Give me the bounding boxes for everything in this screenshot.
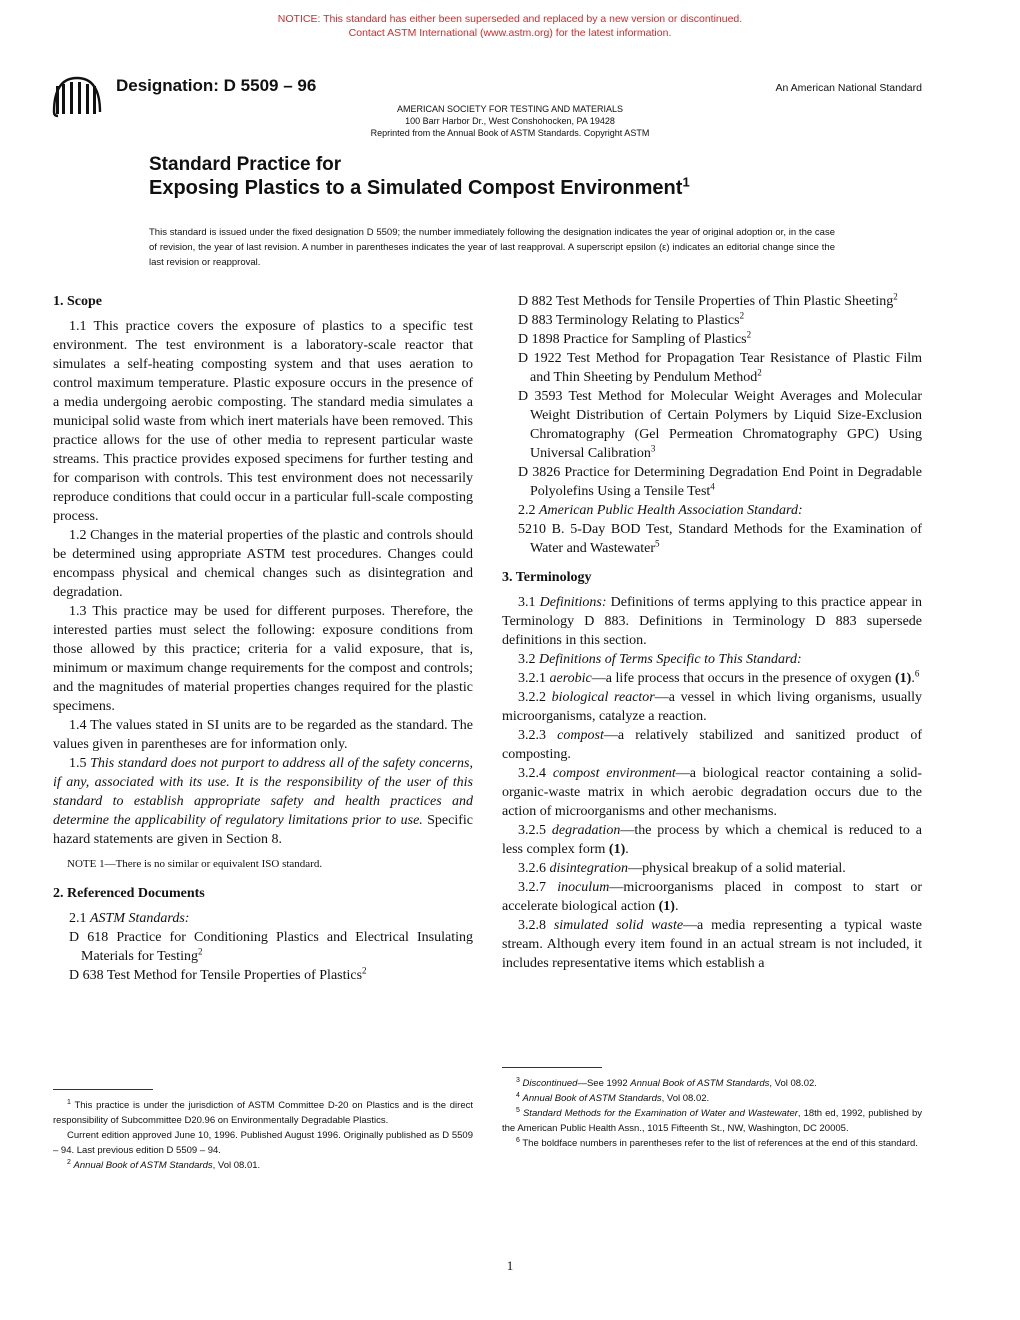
- footnote-mark: 1: [67, 1098, 71, 1106]
- term: inoculum: [557, 880, 610, 895]
- ref-d882: [518, 292, 922, 311]
- ref-d638: [69, 966, 473, 985]
- left-column: [53, 292, 473, 985]
- ref-apha-5210: [518, 520, 922, 558]
- ref-text: D 618 Practice for Conditioning Plastics and Electrical Insulating Materials for Testing: [69, 930, 473, 964]
- definition: —a biological reactor containing a solid-organic-waste matrix in which aerobic degradation occurs due to the action of microorganisms and other mechanisms.: [502, 766, 923, 819]
- para-number: 3.2.2: [518, 690, 546, 705]
- para-number: 3.1: [518, 595, 536, 610]
- scope-para-1: 1.1 This practice covers the exposure of plastics to a specific test environment. The test environment is a laboratory-scale reactor that simulates a self-heating composting system and that uses aeration to control maximum temperature. Plastic exposure occurs in the presence of a media undergoing aerobic composting. The standard media simulates a municipal solid waste from which inert materials have been removed. This practice allows for the use of other media to represent particular waste streams. This practice provides exposed specimens for further testing and for comparison with controls. This test environment does not necessarily reproduce conditions that could occur in a particular full-scale composting process.: [53, 319, 473, 524]
- society-name: AMERICAN SOCIETY FOR TESTING AND MATERIALS: [396, 104, 624, 114]
- term: simulated solid waste: [553, 918, 684, 933]
- para-number: 3.2.8: [518, 918, 546, 933]
- subheading: ASTM Standards:: [90, 911, 190, 926]
- definition: —a life process that occurs in the presence of oxygen: [591, 671, 892, 686]
- ref-d618: [69, 928, 473, 966]
- society-address: 100 Barr Harbor Dr., West Conshohocken, PA 19428: [405, 116, 615, 126]
- title-line-2: [149, 174, 690, 200]
- right-column: [502, 292, 922, 973]
- definition: —a relatively stabilized and sanitized product of composting.: [502, 728, 922, 762]
- footnote-mark: 5: [516, 1106, 520, 1114]
- term: compost: [557, 728, 604, 743]
- definition: —a media representing a typical waste stream. Although every item found in an actual stream is not included, it includes representative items which establish a: [502, 918, 922, 971]
- national-standard-label: An American National Standard: [775, 82, 922, 94]
- refdocs-sub-1: [53, 909, 473, 928]
- footnote-text: The boldface numbers in parentheses refer to the list of references at the end of this standard.: [522, 1138, 918, 1149]
- ref-d1922: [518, 349, 922, 387]
- term: Definitions:: [539, 595, 607, 610]
- term-3-2-3: [502, 726, 922, 764]
- ref-text: D 1898 Practice for Sampling of Plastics: [518, 332, 747, 347]
- ref-text: D 3826 Practice for Determining Degradation End Point in Degradable Polyolefins Using a Tensile Test: [518, 465, 922, 499]
- title-text: Exposing Plastics to a Simulated Compost Environment: [149, 177, 683, 199]
- reference-number: (1): [608, 842, 626, 857]
- footnote-mark: 3: [516, 1076, 520, 1084]
- society-block: [0, 103, 1020, 139]
- footnote-2: [53, 1158, 473, 1173]
- footnote-text: Annual Book of ASTM Standards: [522, 1093, 662, 1104]
- footnote-text: , Vol 08.02.: [661, 1093, 710, 1104]
- para-number: 3.2.7: [518, 880, 546, 895]
- issued-note: This standard is issued under the fixed designation D 5509; the number immediately following the designation indicates the year of original adoption or, in the case of revision, the year of last revision. A number in parentheses indicates the year of last reapproval. A superscript epsilon (ε) indicates an editorial change since the last revision or reapproval.: [149, 227, 835, 268]
- para-text: Specific hazard statements are given in Section 8.: [53, 813, 473, 847]
- footnote-mark: 2: [757, 367, 762, 378]
- designation: Designation: D 5509 – 96: [116, 76, 317, 95]
- title-footnote-mark: 1: [682, 174, 690, 190]
- footnotes-left: [53, 1071, 473, 1173]
- safety-statement: This standard does not purport to address all of the safety concerns, if any, associated with its use. It is the responsibility of the user of this standard to establish appropriate safety and health practices and determine the applicability of regulatory limitations prior to use.: [53, 756, 474, 828]
- footnote-divider: [53, 1089, 153, 1090]
- ref-d3593: [518, 387, 922, 463]
- term: Definitions of Terms Specific to This Standard:: [539, 652, 802, 667]
- section-heading-scope: 1. Scope: [53, 294, 102, 309]
- reference-number: (1): [894, 671, 912, 686]
- para-number: 2.2: [518, 503, 536, 518]
- para-number: 3.2.4: [518, 766, 546, 781]
- definition: —the process by which a chemical is reduced to a less complex form: [502, 823, 922, 857]
- term-3-2-5: 3.2.5 degradation—the process by which a chemical is reduced to a less complex form (1).: [502, 823, 922, 857]
- footnote-text: Annual Book of ASTM Standards: [630, 1078, 770, 1089]
- ref-text: D 638 Test Method for Tensile Properties of Plastics: [69, 968, 363, 983]
- term-3-2-6: [502, 859, 922, 878]
- footnotes-right: [502, 1049, 922, 1151]
- definition: Definitions of terms applying to this practice appear in Terminology D 883. Definitions in Terminology D 883 supersede definitions in this section.: [502, 595, 922, 648]
- scope-para-3: 1.3 This practice may be used for different purposes. Therefore, the interested parties must select the following: exposure conditions from those allowed by this practice; criteria for a valid exposure, that is, minimum or maximum change requirements for the compost and controls; and the magnitudes of material properties changes required for the plastic specimens.: [53, 604, 473, 714]
- footnote-mark: 6: [516, 1136, 520, 1144]
- term: compost environment: [552, 766, 676, 781]
- term-3-2-1: 3.2.1 aerobic—a life process that occurs in the presence of oxygen (1).$^6$: [518, 668, 920, 686]
- page-number: 1: [506, 1258, 514, 1273]
- footnote-mark: 2: [67, 1158, 71, 1166]
- footnote-text: Current edition approved June 10, 1996. Published August 1996. Originally published as D 5509 – 94. Last previous edition D 5509 – 94.: [53, 1130, 473, 1156]
- ref-text: D 3593 Test Method for Molecular Weight Averages and Molecular Weight Distribution of Certain Polymers by Liquid Size-Exclusion Chromatography (Gel Permeation Chromatography GPC) Using Universal Calibration: [518, 389, 922, 461]
- para-number: 3.2.6: [518, 861, 546, 876]
- footnote-text: This practice is under the jurisdiction of ASTM Committee D-20 on Plastics and is the direct responsibility of Subcommittee D20.96 on Environmentally Degradable Plastics.: [53, 1100, 473, 1126]
- footnote-6: [502, 1136, 922, 1151]
- definition: —microorganisms placed in compost to start or accelerate biological action: [502, 880, 922, 914]
- term-3-2-8: [502, 916, 922, 973]
- term: aerobic: [549, 671, 592, 686]
- term: degradation: [551, 823, 621, 838]
- para-number: 1.5: [69, 756, 87, 771]
- ref-text: D 1922 Test Method for Propagation Tear Resistance of Plastic Film and Thin Sheeting by Pendulum Method: [518, 351, 922, 385]
- reference-number: (1): [658, 899, 675, 914]
- footnote-mark: 5: [654, 538, 660, 549]
- footnote-mark: 2: [362, 965, 367, 976]
- supersession-notice: [0, 12, 1020, 40]
- term-3-2-7: 3.2.7 inoculum—microorganisms placed in compost to start or accelerate biological action (1).: [502, 880, 922, 914]
- notice-line-1: NOTICE: This standard has either been superseded and replaced by a new version or discontinued.: [277, 13, 743, 25]
- term-3-2-4: [502, 764, 922, 821]
- footnote-4: [502, 1091, 922, 1106]
- term: biological reactor: [551, 690, 655, 705]
- refdocs-sub-2: [502, 501, 922, 520]
- note-1: NOTE 1—There is no similar or equivalent ISO standard.: [67, 858, 323, 870]
- footnote-mark: 3: [650, 443, 656, 454]
- scope-para-2: 1.2 Changes in the material properties of the plastic and controls should be determined using appropriate ASTM test procedures. Changes could encompass physical and chemical changes such as disintegration and degradation.: [53, 528, 473, 600]
- footnote-text: Discontinued: [522, 1078, 578, 1089]
- footnote-text: Standard Methods for the Examination of Water and Wastewater: [522, 1108, 798, 1119]
- title-line-1: Standard Practice for: [149, 154, 342, 175]
- reprint-line: Reprinted from the Annual Book of ASTM Standards. Copyright ASTM: [370, 128, 650, 138]
- footnote-text: —See 1992: [577, 1078, 628, 1089]
- footnote-3: [502, 1076, 922, 1091]
- ref-d883: [518, 311, 922, 330]
- footnote-1: [53, 1098, 473, 1128]
- footnote-mark: 2: [739, 310, 745, 321]
- ref-text: D 883 Terminology Relating to Plastics: [518, 313, 740, 328]
- footnote-mark: 2: [746, 329, 752, 340]
- term-3-2-2: [502, 688, 922, 726]
- footnote-mark: 2: [197, 946, 203, 957]
- section-heading-terminology: 3. Terminology: [502, 570, 592, 585]
- para-number: 2.1: [69, 911, 87, 926]
- footnote-mark: 6: [914, 668, 920, 679]
- definition: —physical breakup of a solid material.: [628, 861, 846, 876]
- footnote-text: Annual Book of ASTM Standards: [73, 1160, 213, 1171]
- para-number: 3.2: [518, 652, 536, 667]
- ref-d1898: [518, 330, 922, 349]
- ref-text: 5210 B. 5-Day BOD Test, Standard Methods for the Examination of Water and Wastewater: [518, 522, 922, 556]
- term: disintegration: [549, 861, 629, 876]
- scope-para-4: 1.4 The values stated in SI units are to be regarded as the standard. The values given in parentheses are for information only.: [53, 718, 473, 752]
- ref-text: D 882 Test Methods for Tensile Properties of Thin Plastic Sheeting: [518, 294, 894, 309]
- subheading: American Public Health Association Standard:: [539, 503, 803, 518]
- scope-para-5: [53, 754, 473, 849]
- term-3-2: [502, 650, 922, 669]
- ref-d3826: [518, 463, 922, 501]
- footnote-mark: 2: [893, 291, 898, 302]
- para-number: 3.2.3: [518, 728, 546, 743]
- para-number: 3.2.1: [518, 671, 546, 686]
- footnote-text: , Vol 08.01.: [212, 1160, 261, 1171]
- footnote-mark: 4: [516, 1091, 520, 1099]
- para-number: 3.2.5: [518, 823, 546, 838]
- footnote-text: , 18th ed, 1992, published by the American Public Health Assn., 1015 Fifteenth St., NW, Washington, DC 20005.: [502, 1108, 922, 1134]
- footnote-divider: [502, 1067, 602, 1068]
- notice-line-2: Contact ASTM International (www.astm.org) for the latest information.: [348, 27, 672, 39]
- footnote-1b: [53, 1128, 473, 1158]
- term-3-1: [502, 593, 922, 650]
- footnote-5: [502, 1106, 922, 1136]
- definition: —a vessel in which living organisms, usually microorganisms, catalyze a reaction.: [502, 690, 922, 724]
- section-heading-refdocs: 2. Referenced Documents: [53, 886, 205, 901]
- footnote-mark: 4: [710, 481, 715, 492]
- footnote-text: , Vol 08.02.: [769, 1078, 817, 1089]
